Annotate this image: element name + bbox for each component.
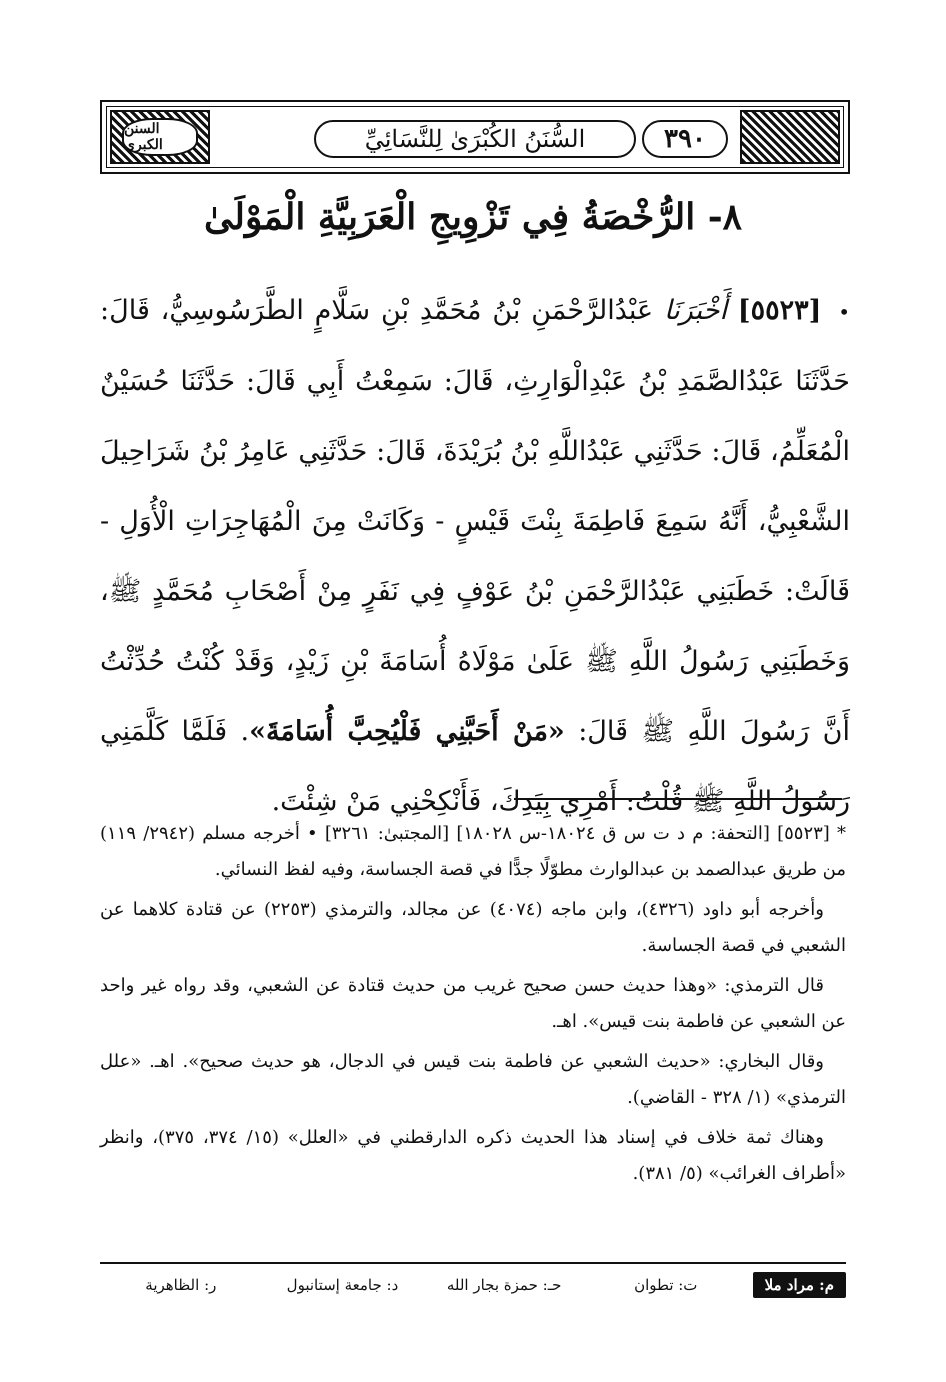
hadith-bullet: • — [838, 300, 850, 324]
hadith-ref-number: [٥٥٢٣] — [737, 295, 822, 326]
hadith-ending: . فَلَمَّا كَلَّمَنِي رَسُولُ اللَّهِ ﷺ قُلْتُ: أَمْرِي بِيَدِكَ، فَأَنْكِحْنِي مَنْ شِئْتَ. — [100, 716, 850, 817]
manuscript-badge: م: مراد ملا — [753, 1272, 846, 1298]
header-ornament-left — [110, 110, 210, 164]
sigla-item: ر: الظاهرية — [145, 1276, 217, 1294]
bottom-separator — [100, 1262, 846, 1264]
footnote-separator — [514, 798, 842, 800]
hadith-text — [100, 276, 850, 837]
sigla-item: حـ: حمزة بجار الله — [446, 1276, 562, 1294]
chapter-title: ٨- الرُّخْصَةُ فِي تَزْوِيجِ الْعَرَبِيَّةِ الْمَوْلَىٰ — [203, 196, 743, 238]
running-book-title: السُّنَنُ الكُبْرَىٰ لِلنَّسَائِيِّ — [314, 120, 636, 158]
footnote-takhrij: * [٥٥٢٣] [التحفة: م د ت س ق ١٨٠٢٤-س ١٨٠٢٨] [المجتبىٰ: ٣٢٦١] • أخرجه مسلم (٢٩٤٢/ ١١٩) من طريق عبدالصمد بن عبدالوارث مطوّلًا جدًّا في قصة الجساسة، وفيه لفظ النسائي. — [100, 823, 847, 880]
footnote-paragraph: قال الترمذي: «وهذا حديث حسن صحيح غريب من حديث قتادة عن الشعبي، وقد رواه غير واحد عن الشعبي عن فاطمة بنت قيس». اهـ. — [100, 975, 846, 1032]
footnote-paragraph: وقال البخاري: «حديث الشعبي عن فاطمة بنت قيس في الدجال، هو حديث صحيح». اهـ. «علل الترمذي» (١/ ٣٢٨ - القاضي). — [100, 1051, 846, 1108]
footnote-paragraph: وهناك ثمة خلاف في إسناد هذا الحديث ذكره الدارقطني في «العلل» (١٥/ ٣٧٤، ٣٧٥)، وانظر «أطراف الغرائب» (٥/ ٣٨١). — [100, 1127, 846, 1184]
hadith-isnad-and-matn: عَبْدُالرَّحْمَنِ بْنُ مُحَمَّدِ بْنِ سَلَّامٍ الطَّرَسُوسِيُّ، قَالَ: حَدَّثَنَا عَبْدُالصَّمَدِ بْنُ عَبْدِالْوَارِثِ، قَالَ: سَمِعْتُ أَبِي قَالَ: حَدَّثَنَا حُسَيْنٌ الْمُعَلِّمُ، قَالَ: حَدَّثَنِي عَبْدُاللَّهِ بْنُ بُرَيْدَةَ، قَالَ: حَدَّثَنِي عَامِرُ بْنُ شَرَاحِيلَ الشَّعْبِيُّ، أَنَّهُ سَمِعَ فَاطِمَةَ بِنْتَ قَيْسٍ - وَكَانَتْ مِنَ الْمُهَاجِرَاتِ الْأُوَلِ - قَالَتْ: خَطَبَنِي عَبْدُالرَّحْمَنِ بْنُ عَوْفٍ فِي نَفَرٍ مِنْ أَصْحَابِ مُحَمَّدٍ ﷺ، وَخَطَبَنِي رَسُولُ اللَّهِ ﷺ عَلَىٰ مَوْلَاهُ أُسَامَةَ بْنِ زَيْدٍ، وَقَدْ كُنْتُ حُدِّثْتُ أَنَّ رَسُولَ اللَّهِ ﷺ قَالَ: — [100, 295, 850, 747]
hadith-prophetic-quote: «مَنْ أَحَبَّنِي فَلْيُحِبَّ أُسَامَةَ» — [249, 716, 565, 747]
sigla-item: د: جامعة إستانبول — [286, 1276, 399, 1294]
page-number: ٣٩٠ — [642, 120, 728, 158]
sigla-item: ت: تطوان — [634, 1276, 698, 1294]
manuscript-sigla — [100, 1270, 846, 1300]
hadith-akhbarana: أَخْبَرَنَا — [663, 295, 727, 326]
page-header-frame — [100, 100, 850, 174]
header-ornament-right — [740, 110, 840, 164]
footnotes — [100, 816, 846, 1196]
book-emblem: السنن الكبرى — [122, 118, 198, 156]
footnote-paragraph: وأخرجه أبو داود (٤٣٢٦)، وابن ماجه (٤٠٧٤) عن مجالد، والترمذي (٢٢٥٣) عن قتادة كلاهما عن الشعبي في قصة الجساسة. — [100, 899, 846, 956]
